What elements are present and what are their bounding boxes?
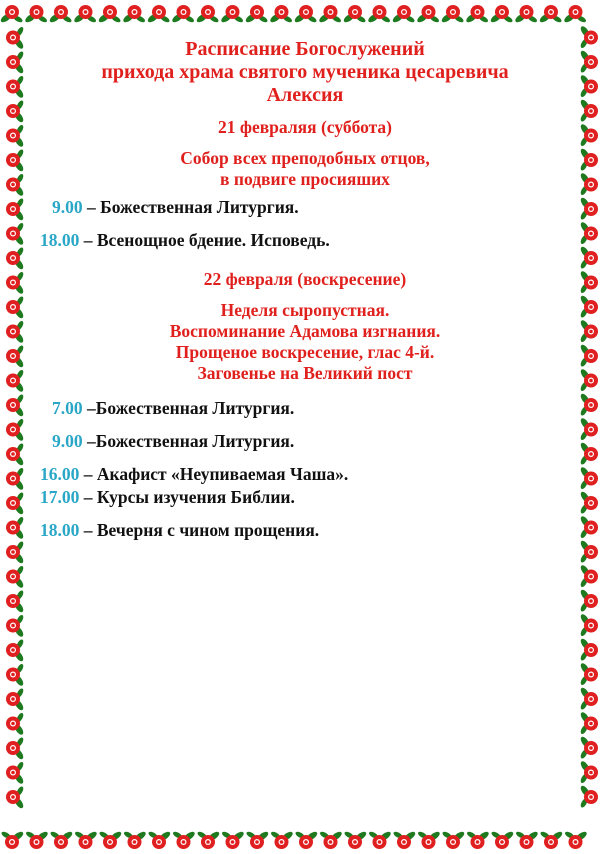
red-flower-icon bbox=[417, 830, 441, 849]
red-flower-icon bbox=[269, 5, 293, 24]
day2-feast-line: Воспоминание Адамова изгнания. bbox=[169, 321, 441, 341]
red-flower-icon bbox=[6, 761, 25, 785]
red-flower-icon bbox=[6, 173, 25, 197]
day2-feast-line: Неделя сыропустная. bbox=[220, 300, 390, 320]
red-flower-icon bbox=[6, 26, 25, 50]
red-flower-icon bbox=[171, 5, 195, 24]
red-flower-icon bbox=[579, 245, 598, 269]
red-flower-icon bbox=[579, 539, 598, 563]
red-flower-icon bbox=[465, 5, 489, 24]
red-flower-icon bbox=[122, 5, 146, 24]
red-flower-icon bbox=[579, 294, 598, 318]
red-flower-icon bbox=[579, 686, 598, 710]
red-flower-icon bbox=[579, 760, 598, 784]
service-text: – Всенощное бдение. Исповедь. bbox=[79, 230, 330, 250]
red-flower-icon bbox=[6, 736, 25, 760]
red-flower-icon bbox=[97, 5, 121, 24]
red-flower-icon bbox=[6, 369, 25, 393]
red-flower-icon bbox=[6, 393, 25, 417]
day2-service bbox=[40, 520, 570, 541]
day2-date: 22 февраля (воскресение) bbox=[203, 269, 407, 289]
red-flower-icon bbox=[6, 663, 25, 687]
red-flower-icon bbox=[74, 830, 98, 849]
day1-feast bbox=[40, 148, 570, 190]
red-flower-icon bbox=[579, 417, 598, 441]
red-flower-icon bbox=[514, 5, 538, 24]
red-flower-icon bbox=[579, 613, 598, 637]
red-flower-icon bbox=[318, 5, 342, 24]
red-flower-icon bbox=[367, 5, 391, 24]
title-line-1: Расписание Богослужений bbox=[185, 38, 425, 60]
red-flower-icon bbox=[6, 785, 25, 809]
red-flower-icon bbox=[579, 784, 598, 808]
red-flower-icon bbox=[146, 5, 170, 24]
red-flower-icon bbox=[563, 5, 587, 24]
red-flower-icon bbox=[368, 830, 392, 849]
red-flower-icon bbox=[441, 830, 465, 849]
service-time: 9.00 bbox=[52, 197, 83, 217]
service-time: 17.00 bbox=[40, 487, 80, 507]
red-flower-icon bbox=[6, 99, 25, 123]
red-flower-icon bbox=[579, 319, 598, 343]
red-flower-icon bbox=[24, 5, 48, 24]
red-flower-icon bbox=[6, 418, 25, 442]
red-flower-icon bbox=[579, 196, 598, 220]
red-flower-icon bbox=[172, 830, 196, 849]
red-flower-icon bbox=[490, 830, 514, 849]
red-flower-icon bbox=[343, 830, 367, 849]
service-text: – Акафист «Неупиваемая Чаша». bbox=[79, 464, 349, 484]
red-flower-icon bbox=[73, 5, 97, 24]
red-flower-icon bbox=[123, 830, 147, 849]
red-flower-icon bbox=[6, 148, 25, 172]
red-flower-icon bbox=[564, 830, 588, 849]
page-title bbox=[40, 38, 570, 107]
red-flower-icon bbox=[48, 5, 72, 24]
red-flower-icon bbox=[342, 5, 366, 24]
day2-service bbox=[40, 464, 570, 485]
red-flower-icon bbox=[6, 540, 25, 564]
red-flower-icon bbox=[147, 830, 171, 849]
red-flower-icon bbox=[196, 830, 220, 849]
red-flower-icon bbox=[49, 830, 73, 849]
red-flower-icon bbox=[6, 222, 25, 246]
day1-service bbox=[40, 230, 570, 251]
red-flower-icon bbox=[579, 588, 598, 612]
day2-feast-line: Прощеное воскресение, глас 4-й. bbox=[175, 342, 435, 362]
red-flower-icon bbox=[579, 98, 598, 122]
day1-feast-line: Собор всех преподобных отцов, bbox=[180, 148, 430, 168]
red-flower-icon bbox=[579, 466, 598, 490]
red-flower-icon bbox=[489, 5, 513, 24]
red-flower-icon bbox=[6, 75, 25, 99]
red-flower-icon bbox=[6, 197, 25, 221]
red-flower-icon bbox=[579, 172, 598, 196]
red-flower-icon bbox=[579, 564, 598, 588]
day1-service bbox=[52, 197, 570, 218]
red-flower-icon bbox=[391, 5, 415, 24]
day1-feast-line: в подвиге просияших bbox=[220, 169, 390, 189]
red-flower-icon bbox=[6, 638, 25, 662]
red-flower-icon bbox=[6, 516, 25, 540]
red-flower-icon bbox=[515, 830, 539, 849]
red-flower-icon bbox=[220, 5, 244, 24]
red-flower-icon bbox=[6, 320, 25, 344]
day2-service bbox=[52, 398, 570, 419]
red-flower-icon bbox=[579, 735, 598, 759]
red-flower-icon bbox=[6, 712, 25, 736]
red-flower-icon bbox=[6, 565, 25, 589]
red-flower-icon bbox=[25, 830, 49, 849]
red-flower-icon bbox=[244, 5, 268, 24]
day1-date: 21 февраляя (суббота) bbox=[217, 117, 393, 137]
red-flower-icon bbox=[416, 5, 440, 24]
red-flower-icon bbox=[392, 830, 416, 849]
red-flower-icon bbox=[6, 246, 25, 270]
red-flower-icon bbox=[579, 25, 598, 49]
red-flower-icon bbox=[6, 589, 25, 613]
red-flower-icon bbox=[579, 343, 598, 367]
red-flower-icon bbox=[221, 830, 245, 849]
red-flower-icon bbox=[538, 5, 562, 24]
red-flower-icon bbox=[579, 515, 598, 539]
red-flower-icon bbox=[579, 711, 598, 735]
red-flower-icon bbox=[6, 442, 25, 466]
red-flower-icon bbox=[6, 491, 25, 515]
red-flower-icon bbox=[195, 5, 219, 24]
service-time: 18.00 bbox=[40, 230, 80, 250]
red-flower-icon bbox=[539, 830, 563, 849]
red-flower-icon bbox=[579, 392, 598, 416]
service-text: – Курсы изучения Библии. bbox=[79, 487, 295, 507]
day2-feast bbox=[40, 300, 570, 384]
red-flower-icon bbox=[6, 687, 25, 711]
service-time: 9.00 bbox=[52, 431, 83, 451]
red-flower-icon bbox=[466, 830, 490, 849]
service-text: – Вечерня с чином прощения. bbox=[79, 520, 320, 540]
red-flower-icon bbox=[245, 830, 269, 849]
red-flower-icon bbox=[6, 467, 25, 491]
red-flower-icon bbox=[579, 441, 598, 465]
red-flower-icon bbox=[294, 830, 318, 849]
red-flower-icon bbox=[440, 5, 464, 24]
red-flower-icon bbox=[319, 830, 343, 849]
service-text: – Божественная Литургия. bbox=[82, 197, 299, 217]
day2-service bbox=[40, 487, 570, 508]
red-flower-icon bbox=[6, 124, 25, 148]
red-flower-icon bbox=[270, 830, 294, 849]
red-flower-icon bbox=[579, 368, 598, 392]
red-flower-icon bbox=[293, 5, 317, 24]
red-flower-icon bbox=[579, 74, 598, 98]
red-flower-icon bbox=[579, 221, 598, 245]
day2-service bbox=[52, 431, 570, 452]
red-flower-icon bbox=[0, 830, 24, 849]
title-line-3: Алексия bbox=[266, 84, 344, 106]
service-time: 18.00 bbox=[40, 520, 80, 540]
red-flower-icon bbox=[579, 270, 598, 294]
service-time: 7.00 bbox=[52, 398, 83, 418]
red-flower-icon bbox=[579, 123, 598, 147]
service-text: –Божественная Литургия. bbox=[82, 398, 295, 418]
red-flower-icon bbox=[579, 49, 598, 73]
service-time: 16.00 bbox=[40, 464, 80, 484]
red-flower-icon bbox=[6, 271, 25, 295]
red-flower-icon bbox=[0, 5, 24, 24]
day2-feast-line: Заговенье на Великий пост bbox=[197, 363, 413, 383]
red-flower-icon bbox=[6, 50, 25, 74]
red-flower-icon bbox=[6, 344, 25, 368]
red-flower-icon bbox=[98, 830, 122, 849]
red-flower-icon bbox=[579, 147, 598, 171]
red-flower-icon bbox=[579, 490, 598, 514]
title-line-2: прихода храма святого мученика цесаревича bbox=[101, 61, 509, 83]
red-flower-icon bbox=[579, 637, 598, 661]
red-flower-icon bbox=[6, 614, 25, 638]
service-text: –Божественная Литургия. bbox=[82, 431, 295, 451]
red-flower-icon bbox=[579, 662, 598, 686]
schedule bbox=[40, 38, 570, 541]
red-flower-icon bbox=[6, 295, 25, 319]
